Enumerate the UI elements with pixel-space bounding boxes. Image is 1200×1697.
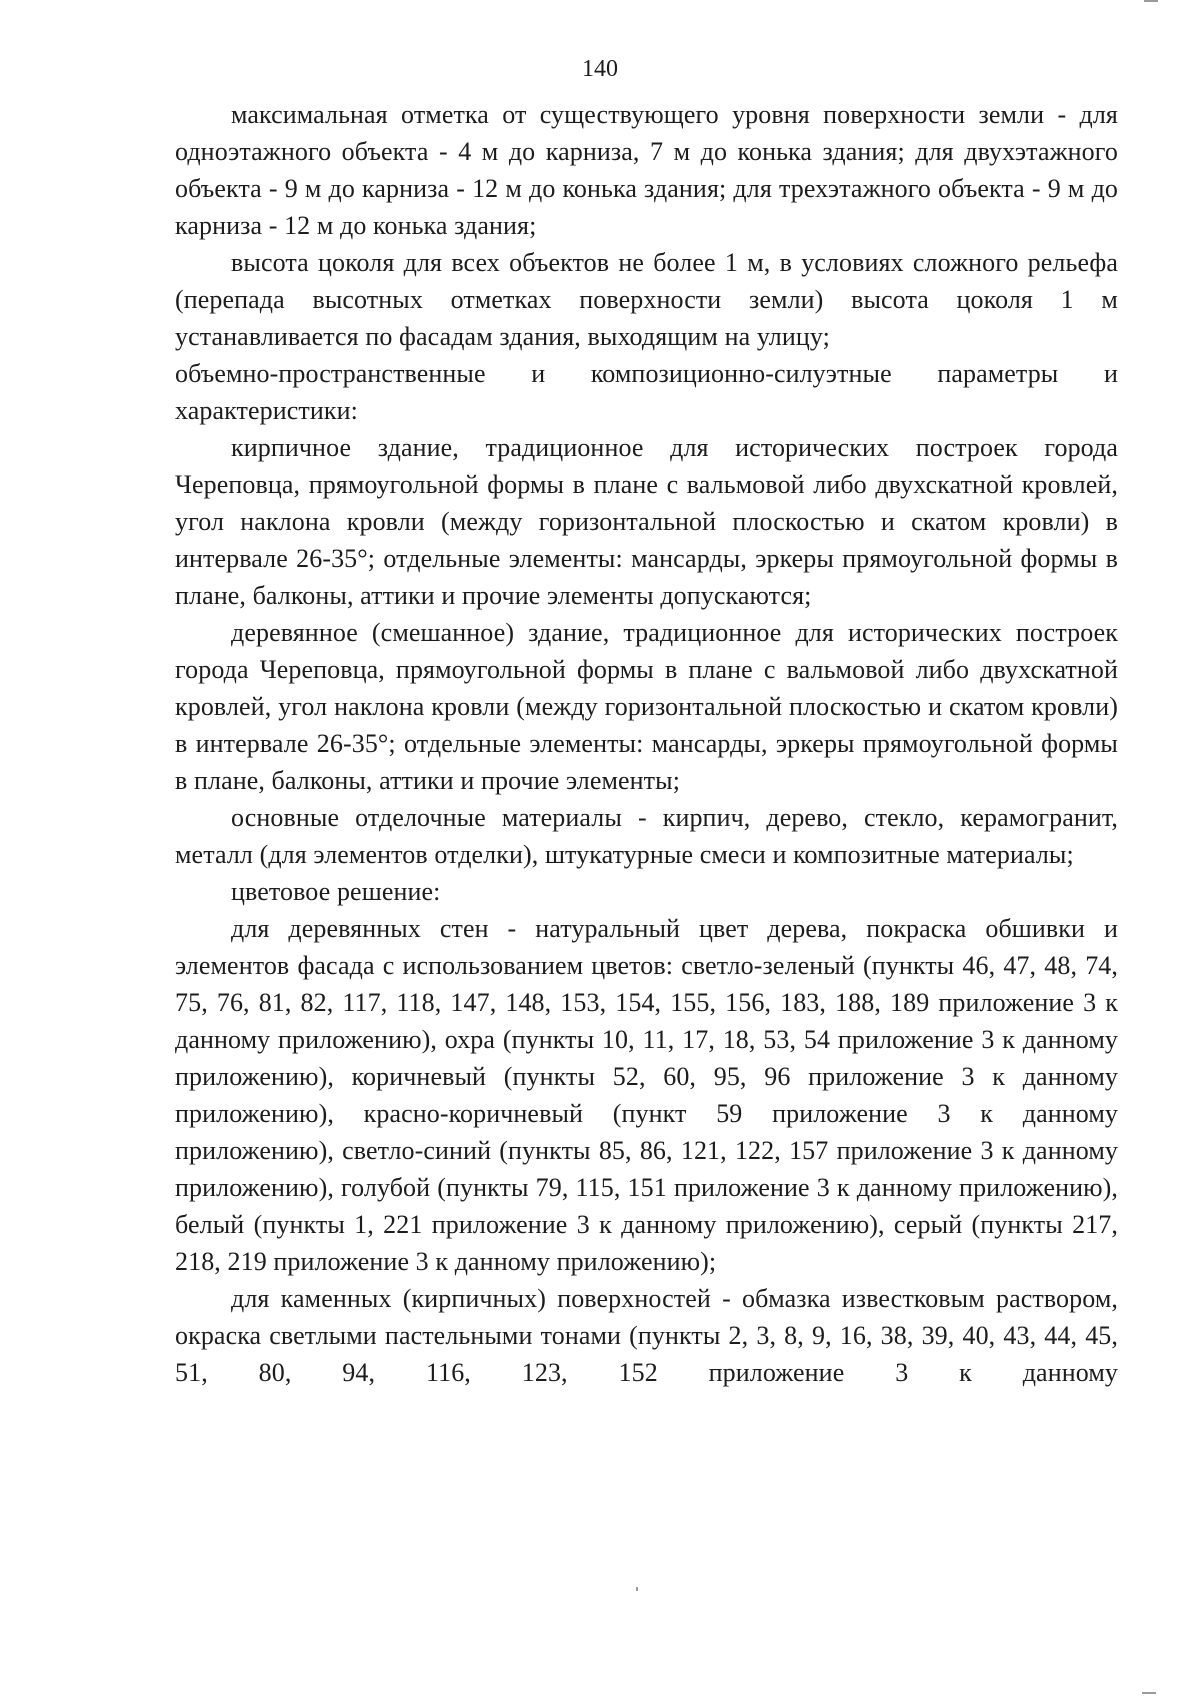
page-number: 140 <box>582 56 618 82</box>
paragraph-max-height: максимальная отметка от существующего уровня поверхности земли - для одноэтажного объекта - 4 м до карниза, 7 м до конька здания; для двухэтажного объекта - 9 м до карниза - 12 м до конька здания; для трехэтажного объекта - 9 м до карниза - 12 м до конька здания; <box>175 100 1118 240</box>
paragraph-stone-surfaces-colors: для каменных (кирпичных) поверхностей - обмазка известковым раствором, окраска светлыми пастельными тонами (пункты 2, 3, 8, 9, 16, 38, 39, 40, 43, 44, 45, 51, 80, 94, 116, 123, 152 приложение 3 к данному <box>175 1284 1118 1387</box>
paragraph-finishing-materials: основные отделочные материалы - кирпич, дерево, стекло, керамогранит, металл (для элементов отделки), штукатурные смеси и композитные материалы; <box>175 803 1118 869</box>
document-body <box>175 96 1118 1391</box>
paragraph-wooden-building: деревянное (смешанное) здание, традиционное для исторических построек города Череповца, прямоугольной формы в плане с вальмовой либо двухскатной кровлей, угол наклона кровли (между горизонтальной плоскостью и скатом кровли) в интервале 26-35°; отдельные элементы: мансарды, эркеры прямоугольной формы в плане, балконы, аттики и прочие элементы; <box>175 618 1118 795</box>
paragraph-wooden-walls-colors: для деревянных стен - натуральный цвет дерева, покраска обшивки и элементов фасада с использованием цветов: светло-зеленый (пункты 46, 47, 48, 74, 75, 76, 81, 82, 117, 118, 147, 148, 153, 154, 155, 156, 183, 188, 189 приложение 3 к данному приложению), охра (пункты 10, 11, 17, 18, 53, 54 приложение 3 к данному приложению), коричневый (пункты 52, 60, 95, 96 приложение 3 к данному приложению), красно-коричневый (пункт 59 приложение 3 к данному приложению), светло-синий (пункты 85, 86, 121, 122, 157 приложение 3 к данному приложению), голубой (пункты 79, 115, 151 приложение 3 к данному приложению), белый (пункты 1, 221 приложение 3 к данному приложению), серый (пункты 217, 218, 219 приложение 3 к данному приложению); <box>175 914 1118 1276</box>
scan-artifact-bottom-right <box>1142 1692 1156 1694</box>
paragraph-brick-building: кирпичное здание, традиционное для исторических построек города Череповца, прямоугольной формы в плане с вальмовой либо двухскатной кровлей, угол наклона кровли (между горизонтальной плоскостью и скатом кровли) в интервале 26-35°; отдельные элементы: мансарды, эркеры прямоугольной формы в плане, балконы, аттики и прочие элементы допускаются; <box>175 433 1118 610</box>
scan-artifact-bottom-center <box>636 1587 638 1591</box>
paragraph-color-solution: цветовое решение: <box>231 877 441 906</box>
paragraph-spatial-parameters: объемно-пространственные и композиционно-силуэтные параметры и характеристики: <box>175 359 1118 425</box>
paragraph-plinth-height: высота цоколя для всех объектов не более 1 м, в условиях сложного рельефа (перепада высотных отметках поверхности земли) высота цоколя 1 м устанавливается по фасадам здания, выходящим на улицу; <box>175 248 1118 351</box>
scan-artifact-top-right <box>1144 0 1158 2</box>
